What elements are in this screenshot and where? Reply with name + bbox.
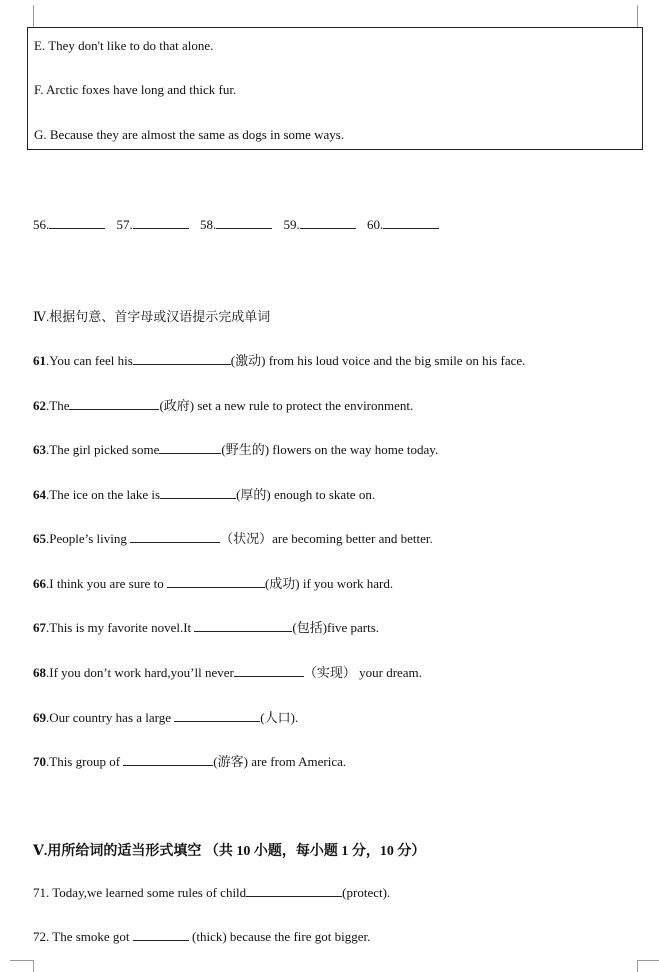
crop-mark (637, 5, 638, 27)
crop-mark (10, 960, 33, 961)
question-65: 65.People’s living （状况）are becoming better and better. (33, 531, 433, 546)
section-4-title: Ⅳ.根据句意、首字母或汉语提示完成单词 (33, 309, 271, 324)
answer-blank[interactable] (159, 442, 221, 454)
answer-slot-56[interactable]: 56. (33, 217, 105, 233)
option-e: E. They don't like to do that alone. (34, 38, 214, 53)
question-63: 63.The girl picked some (野生的) flowers on the way home today. (33, 442, 439, 457)
answer-blank[interactable] (123, 754, 213, 766)
question-64: 64.The ice on the lake is (厚的) enough to skate on. (33, 487, 376, 502)
question-62: 62.The (政府) set a new rule to protect the environment. (33, 398, 414, 413)
answer-slot-59[interactable]: 59. (284, 217, 356, 233)
answer-row (33, 217, 447, 233)
question-69: 69.Our country has a large (人口). (33, 710, 299, 725)
option-f: F. Arctic foxes have long and thick fur. (34, 82, 237, 97)
answer-blank[interactable] (167, 576, 265, 588)
question-66: 66.I think you are sure to (成功) if you work hard. (33, 576, 394, 591)
options-box (27, 27, 643, 150)
crop-mark (33, 5, 34, 27)
answer-slot-57[interactable]: 57. (117, 217, 189, 233)
answer-blank[interactable] (234, 665, 304, 677)
answer-blank[interactable] (174, 710, 260, 722)
answer-slot-58[interactable]: 58. (200, 217, 272, 233)
answer-blank[interactable] (133, 929, 189, 941)
crop-mark (33, 960, 34, 972)
option-g: G. Because they are almost the same as dogs in some ways. (34, 127, 345, 142)
answer-blank[interactable] (130, 531, 220, 543)
answer-blank[interactable] (160, 487, 236, 499)
answer-blank[interactable] (246, 885, 342, 897)
question-72: 72. The smoke got (thick) because the fire got bigger. (33, 929, 371, 944)
crop-mark (637, 960, 638, 972)
crop-mark (637, 960, 659, 961)
section-5-title: Ⅴ.用所给词的适当形式填空 （共 10 小题，每小题 1 分，10 分） (33, 844, 426, 859)
answer-blank[interactable] (194, 620, 292, 632)
answer-blank[interactable] (69, 398, 159, 410)
question-68: 68.If you don’t work hard,you’ll never （实现） your dream. (33, 665, 422, 680)
question-70: 70.This group of (游客) are from America. (33, 754, 347, 769)
answer-slot-60[interactable]: 60. (367, 217, 439, 233)
question-67: 67.This is my favorite novel.It (包括)five parts. (33, 620, 380, 635)
answer-blank[interactable] (133, 353, 231, 365)
question-71: 71. Today,we learned some rules of child (protect). (33, 885, 391, 900)
question-61: 61.You can feel his (激动) from his loud voice and the big smile on his face. (33, 353, 526, 368)
